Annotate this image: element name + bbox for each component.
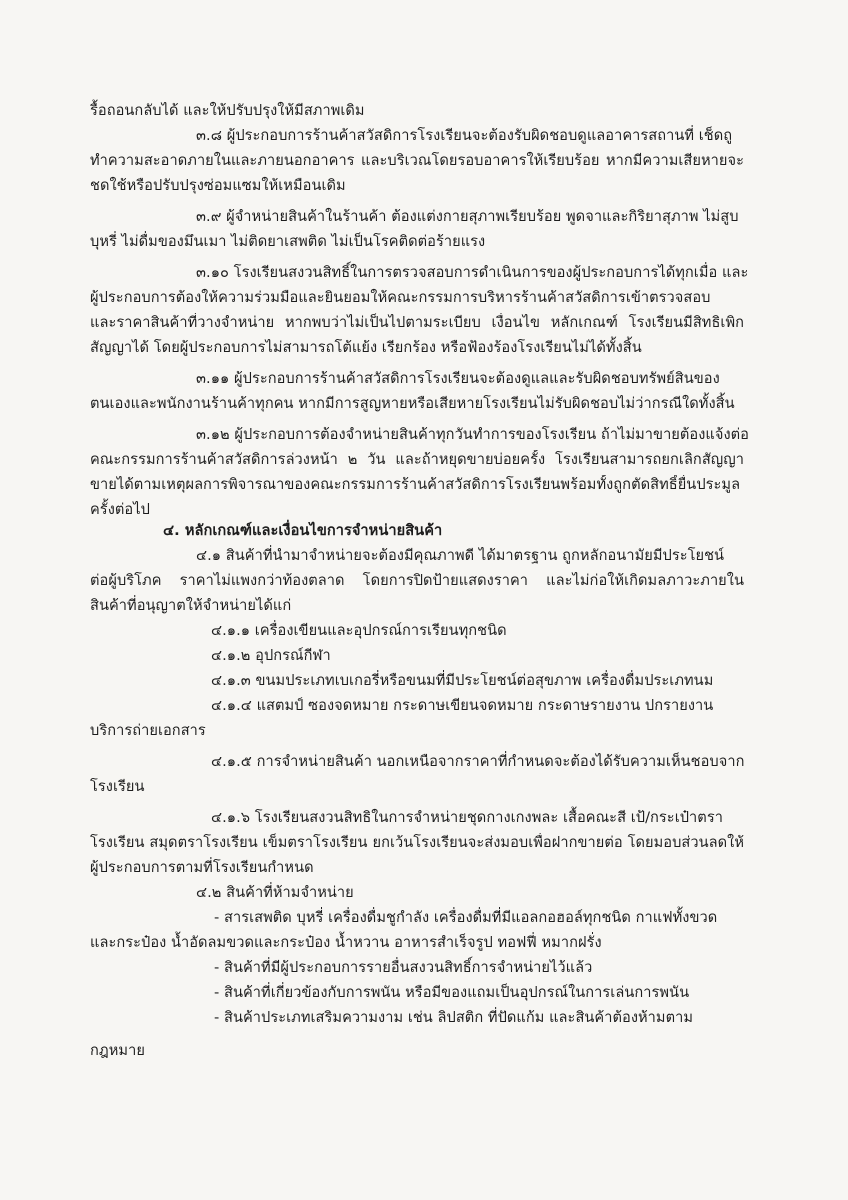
text-line: คณะกรรมการร้านค้าสวัสดิการล่วงหน้า ๒ วัน และถ้าหยุดขายบ่อยครั้ง โรงเรียนสามารถยกเลิกสัญญา: [90, 451, 744, 468]
text-line: ๓.๘ ผู้ประกอบการร้านค้าสวัสดิการโรงเรียนจะต้องรับผิดชอบดูแลอาคารสถานที่ เช็ดถู: [196, 127, 733, 144]
text-line: ขายได้ตามเหตุผลการพิจารณาของคณะกรรมการร้านค้าสวัสดิการโรงเรียนพร้อมทั้งถูกตัดสิทธิ์ยื่นประมูล: [90, 476, 741, 493]
text-line: - สินค้าที่เกี่ยวข้องกับการพนัน หรือมีของแถมเป็นอุปกรณ์ในการเล่นการพนัน: [214, 984, 690, 1001]
text-line: ต่อผู้บริโภค ราคาไม่แพงกว่าท้องตลาด โดยการปิดป้ายแสดงราคา และไม่ก่อให้เกิดมลภาวะภายใน: [90, 572, 744, 589]
text-line: ๓.๑๑ ผู้ประกอบการร้านค้าสวัสดิการโรงเรียนจะต้องดูแลและรับผิดชอบทรัพย์สินของ: [196, 370, 720, 387]
text-line: โรงเรียน: [90, 778, 145, 795]
text-line: - สารเสพติด บุหรี่ เครื่องดื่มชูกำลัง เครื่องดื่มที่มีแอลกอฮอล์ทุกชนิด กาแฟทั้งขวด: [214, 909, 718, 926]
text-line: ผู้ประกอบการต้องให้ความร่วมมือและยินยอมให้คณะกรรมการบริหารร้านค้าสวัสดิการเข้าตรวจสอบ: [90, 289, 711, 306]
text-line: ๔.๑.๒ อุปกรณ์กีฬา: [211, 647, 331, 664]
text-line: รื้อถอนกลับได้ และให้ปรับปรุงให้มีสภาพเดิม: [90, 102, 365, 119]
section-heading: ๔. หลักเกณฑ์และเงื่อนไขการจำหน่ายสินค้า: [163, 522, 443, 539]
text-line: ครั้งต่อไป: [90, 501, 150, 518]
text-line: - สินค้าที่มีผู้ประกอบการรายอื่นสงวนสิทธิ์การจำหน่ายไว้แล้ว: [214, 959, 593, 976]
text-line: ๔.๑ สินค้าที่นำมาจำหน่ายจะต้องมีคุณภาพดี ได้มาตรฐาน ถูกหลักอนามัยมีประโยชน์: [196, 547, 725, 564]
text-line: - สินค้าประเภทเสริมความงาม เช่น ลิปสติก ที่ปัดแก้ม และสินค้าต้องห้ามตาม: [214, 1009, 694, 1026]
text-line: ๓.๙ ผู้จำหน่ายสินค้าในร้านค้า ต้องแต่งกายสุภาพเรียบร้อย พูดจาและกิริยาสุภาพ ไม่สูบ: [196, 208, 739, 225]
text-line: และกระป๋อง น้ำอัดลมขวดและกระป๋อง น้ำหวาน อาหารสำเร็จรูป ทอฟฟี่ หมากฝรั่ง: [90, 934, 602, 951]
text-line: ๓.๑๐ โรงเรียนสงวนสิทธิ์ในการตรวจสอบการดำเนินการของผู้ประกอบการได้ทุกเมื่อ และ: [196, 264, 749, 281]
text-line: ๔.๑.๑ เครื่องเขียนและอุปกรณ์การเรียนทุกชนิด: [211, 622, 507, 639]
text-line: ๔.๑.๔ แสตมป์ ซองจดหมาย กระดาษเขียนจดหมาย กระดาษรายงาน ปกรายงาน: [211, 697, 714, 714]
text-line: ๔.๑.๖ โรงเรียนสงวนสิทธิในการจำหน่ายชุดกางเกงพละ เสื้อคณะสี เป้/กระเป๋าตรา: [211, 809, 723, 826]
text-line: ชดใช้หรือปรับปรุงซ่อมแซมให้เหมือนเดิม: [90, 177, 346, 194]
text-line: สัญญาได้ โดยผู้ประกอบการไม่สามารถโต้แย้ง เรียกร้อง หรือฟ้องร้องโรงเรียนไม่ได้ทั้งสิ้น: [90, 339, 642, 356]
text-line: บุหรี่ ไม่ดื่มของมึนเมา ไม่ติดยาเสพติด ไม่เป็นโรคติดต่อร้ายแรง: [90, 233, 486, 250]
text-line: บริการถ่ายเอกสาร: [90, 722, 206, 739]
text-line: ๔.๑.๕ การจำหน่ายสินค้า นอกเหนือจากราคาที่กำหนดจะต้องได้รับความเห็นชอบจาก: [211, 753, 745, 770]
text-line: ทำความสะอาดภายในและภายนอกอาคาร และบริเวณโดยรอบอาคารให้เรียบร้อย หากมีความเสียหายจะ: [90, 152, 744, 169]
text-line: ตนเองและพนักงานร้านค้าทุกคน หากมีการสูญหายหรือเสียหายโรงเรียนไม่รับผิดชอบไม่ว่ากรณีใดทั้งสิ้น: [90, 395, 735, 412]
text-line: และราคาสินค้าที่วางจำหน่าย หากพบว่าไม่เป็นไปตามระเบียบ เงื่อนไข หลักเกณฑ์ โรงเรียนมีสิทธิเพิก: [90, 314, 744, 331]
text-line: ผู้ประกอบการตามที่โรงเรียนกำหนด: [90, 859, 314, 876]
text-line: กฎหมาย: [90, 1042, 145, 1059]
text-line: ๔.๒ สินค้าที่ห้ามจำหน่าย: [196, 884, 354, 901]
text-line: ๓.๑๒ ผู้ประกอบการต้องจำหน่ายสินค้าทุกวันทำการของโรงเรียน ถ้าไม่มาขายต้องแจ้งต่อ: [196, 426, 750, 443]
text-line: ๔.๑.๓ ขนมประเภทเบเกอรี่หรือขนมที่มีประโยชน์ต่อสุขภาพ เครื่องดื่มประเภทนม: [211, 672, 714, 689]
text-line: สินค้าที่อนุญาตให้จำหน่ายได้แก่: [90, 597, 292, 614]
text-line: โรงเรียน สมุดตราโรงเรียน เข็มตราโรงเรียน ยกเว้นโรงเรียนจะส่งมอบเพื่อฝากขายต่อ โดยมอบส่วนลดให้: [90, 834, 744, 851]
